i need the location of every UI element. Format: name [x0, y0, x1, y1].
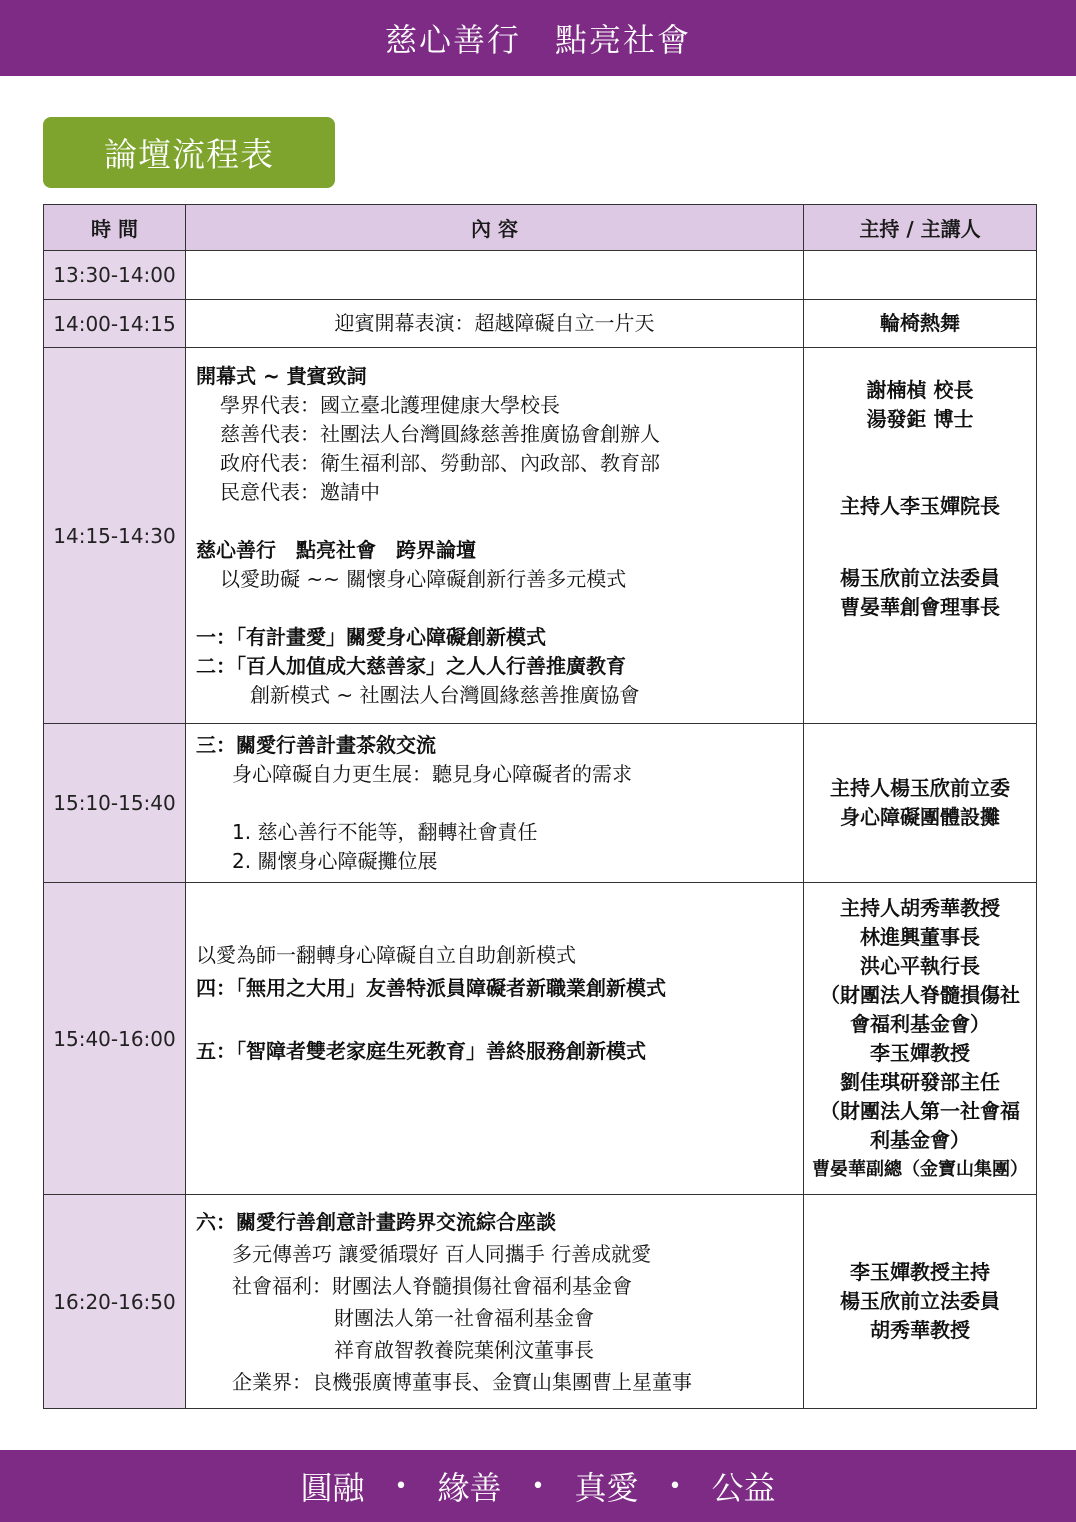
bullet-separator-icon: • [394, 1473, 408, 1499]
host-cell [804, 1195, 1037, 1409]
section-title-badge [43, 117, 335, 188]
motto-item: 圓融 [300, 1469, 365, 1507]
time-cell: 16:20-16:50 [44, 1195, 186, 1409]
content-line: 1. 慈心善行不能等，翻轉社會責任 [232, 819, 538, 844]
content-line: 學界代表：國立臺北護理健康大學校長 [220, 392, 560, 417]
content-line: 以愛助礙 ~~ 關懷身心障礙創新行善多元模式 [220, 566, 627, 591]
content-line: 財團法人第一社會福利基金會 [334, 1305, 594, 1330]
spacer [196, 594, 793, 623]
motto-item: 緣善 [437, 1469, 502, 1507]
content-line: 祥育啟智教養院葉俐汶董事長 [334, 1337, 594, 1362]
spacer [196, 1003, 793, 1037]
table-row [44, 883, 1037, 1195]
content-line: 創新模式 ~ 社團法人台灣圓緣慈善推廣協會 [250, 682, 640, 707]
table-row [44, 300, 1037, 348]
host-line: 曹晏華創會理事長 [840, 595, 1000, 619]
host-line: 楊玉欣前立法委員 [840, 1289, 1000, 1313]
content-cell [186, 724, 804, 883]
host-cell [804, 348, 1037, 724]
host-line: 主持人李玉嬋院長 [840, 494, 1000, 518]
spacer [808, 434, 1032, 492]
host-line: 胡秀華教授 [870, 1318, 970, 1342]
table-row [44, 724, 1037, 883]
schedule-table [43, 204, 1037, 1409]
content-cell [186, 883, 804, 1195]
spacer [196, 507, 793, 536]
host-line: 李玉嬋教授 [870, 1040, 970, 1065]
host-line: （財團法人脊髓損傷社 [820, 982, 1020, 1007]
host-cell [804, 251, 1037, 300]
host-line: 主持人楊玉欣前立委 [830, 776, 1010, 800]
content-line: 二：「百人加值成大慈善家」之人人行善推廣教育 [196, 653, 626, 678]
content-line: 身心障礙自力更生展：聽見身心障礙者的需求 [232, 761, 632, 786]
host-line: 劉佳琪研發部主任 [840, 1069, 1000, 1094]
content-line: 2. 關懷身心障礙攤位展 [232, 848, 438, 873]
host-line: 李玉嬋教授主持 [850, 1260, 990, 1284]
content-line: 政府代表：衛生福利部、勞動部、內政部、教育部 [220, 450, 660, 475]
host-line: 利基金會） [870, 1127, 970, 1152]
content-line: 社會福利：財團法人脊髓損傷社會福利基金會 [232, 1273, 632, 1298]
content-line: 慈善代表：社團法人台灣圓緣慈善推廣協會創辦人 [220, 421, 660, 446]
host-cell: 輪椅熱舞 [804, 300, 1037, 348]
host-line: 湯發鉅 博士 [866, 407, 974, 431]
spacer [196, 789, 793, 818]
host-line: 曹晏華副總（金寶山集團） [812, 1158, 1028, 1180]
table-header-row [44, 205, 1037, 251]
host-cell [804, 883, 1037, 1195]
top-banner [0, 0, 1076, 76]
content-line: 以愛為師一翻轉身心障礙自立自助創新模式 [196, 943, 576, 967]
header-time: 時 間 [44, 205, 186, 251]
time-cell: 14:15-14:30 [44, 348, 186, 724]
host-line: 謝楠楨 校長 [866, 378, 974, 402]
content-line: 一：「有計畫愛」關愛身心障礙創新模式 [196, 624, 546, 649]
content-line: 企業界：良機張廣博董事長、金寶山集團曹上星董事 [232, 1369, 692, 1394]
host-line: 主持人胡秀華教授 [840, 895, 1000, 920]
content-cell [186, 1195, 804, 1409]
host-line: 洪心平執行長 [860, 953, 980, 978]
motto-item: 真愛 [574, 1469, 639, 1507]
header-content: 內 容 [186, 205, 804, 251]
content-cell [186, 251, 804, 300]
host-line: 林進興董事長 [860, 924, 980, 949]
content-cell: 迎賓開幕表演：超越障礙自立一片天 [186, 300, 804, 348]
time-cell: 14:00-14:15 [44, 300, 186, 348]
host-line: （財團法人第一社會福 [820, 1098, 1020, 1123]
time-cell: 15:10-15:40 [44, 724, 186, 883]
bottom-banner [0, 1450, 1076, 1522]
content-line: 多元傳善巧 讓愛循環好 百人同攜手 行善成就愛 [232, 1241, 652, 1266]
host-line: 楊玉欣前立法委員 [840, 566, 1000, 590]
time-cell: 15:40-16:00 [44, 883, 186, 1195]
content-cell [186, 348, 804, 724]
host-cell [804, 724, 1037, 883]
content-line: 開幕式 ~ 貴賓致詞 [196, 363, 367, 388]
spacer [808, 521, 1032, 564]
host-line: 會福利基金會） [850, 1011, 990, 1036]
content-line: 三：關愛行善計畫茶敘交流 [196, 732, 436, 757]
table-row [44, 1195, 1037, 1409]
time-cell: 13:30-14:00 [44, 251, 186, 300]
content-line: 民意代表：邀請中 [220, 479, 380, 504]
host-line: 身心障礙團體設攤 [840, 805, 1000, 829]
table-row [44, 348, 1037, 724]
content-line: 六：關愛行善創意計畫跨界交流綜合座談 [196, 1209, 556, 1234]
content-line: 五：「智障者雙老家庭生死教育」善終服務創新模式 [196, 1039, 646, 1063]
content-line: 四：「無用之大用」友善特派員障礙者新職業創新模式 [196, 976, 666, 1000]
motto-item: 公益 [711, 1469, 776, 1507]
header-host: 主持 / 主講人 [804, 205, 1037, 251]
bullet-separator-icon: • [531, 1473, 545, 1499]
content-line: 慈心善行 點亮社會 跨界論壇 [196, 537, 476, 562]
table-row [44, 251, 1037, 300]
banner-slogan: 慈心善行 點亮社會 [384, 21, 691, 59]
bullet-separator-icon: • [668, 1473, 682, 1499]
section-title: 論壇流程表 [104, 135, 274, 174]
